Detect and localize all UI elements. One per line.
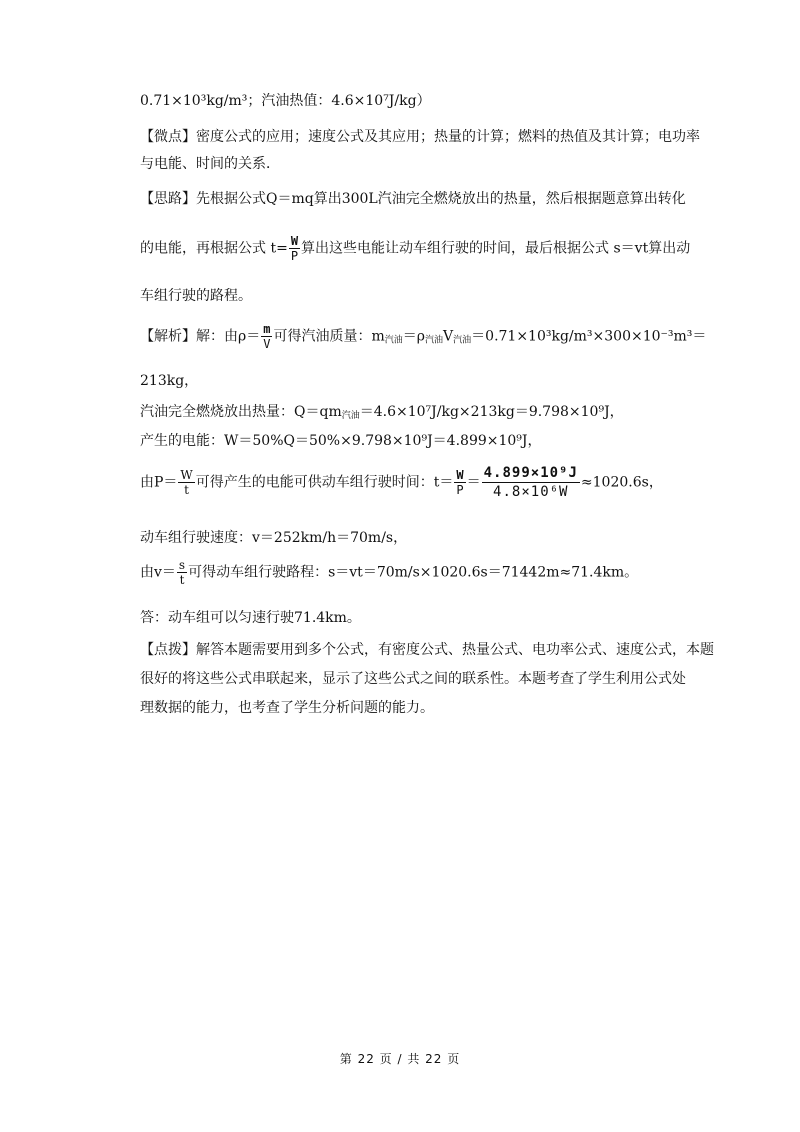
line-6 [140,287,252,305]
line-16 [140,670,686,688]
line-9 [140,403,624,421]
fraction-w-over-t [178,468,194,497]
line-17 [140,699,434,717]
fraction-numerator: W [180,468,193,482]
line-3 [140,155,280,173]
tips-text-end: 理数据的能力，也考查了学生分析问题的能力。 [140,700,434,716]
key-points-continued: 与电能、时间的关系． [140,156,280,172]
time-text-part: 可得产生的电能可供动车组行驶时间：t＝ [195,474,454,491]
line-11 [140,464,663,501]
analysis-text-part: 可得汽油质量：m [273,328,385,345]
line-14 [140,609,361,627]
line-8 [140,372,198,390]
fraction-denominator: V [263,337,271,351]
heat-text-part: 汽油完全燃烧放出热量：Q＝qm [140,404,342,420]
subscript-gasoline: 汽油 [425,335,444,346]
analysis-text-part: 【解析】解：由ρ＝ [140,328,261,345]
fraction-denominator: 4.8×10⁶W [493,484,569,500]
subscript-gasoline: 汽油 [384,335,403,346]
approach-text: 【思路】先根据公式Q＝mq算出300L汽油完全燃烧放出的热量，然后根据题意算出转化 [140,191,686,207]
approach-text-end: 车组行驶的路程。 [140,288,252,304]
analysis-text-part: V [443,328,454,345]
fraction-energy-over-power [482,464,580,501]
line-10 [140,432,542,450]
fraction-numerator: m [263,322,271,336]
time-text-part: ≈1020.6s， [580,474,663,491]
distance-text-part: 可得动车组行驶路程：s＝vt＝70m/s×1020.6s＝71442m≈71.4km。 [188,564,639,581]
electric-energy-text: 产生的电能：W＝50%Q＝50%×9.798×10⁹J＝4.899×10⁹J， [140,433,542,449]
line-2 [140,128,700,146]
fraction-numerator: W [290,234,299,248]
fraction-denominator: P [456,483,464,497]
fraction-w-over-p-2 [454,468,465,497]
time-text-part: 由P＝ [140,474,178,491]
time-text-part: ＝ [466,474,481,491]
fraction-denominator: t [184,483,189,497]
density-heat-value-text: 0.71×10³kg/m³；汽油热值：4.6×10⁷J/kg） [140,93,431,109]
tips-text: 【点拨】解答本题需要用到多个公式，有密度公式、热量公式、电功率公式、速度公式，本题 [140,642,714,658]
gasoline-mass-result: 213kg， [140,373,199,389]
fraction-numerator: s [178,558,186,572]
fraction-numerator: W [456,468,464,482]
tips-text-continued: 很好的将这些公式串联起来，显示了这些公式之间的联系性。本题考查了学生利用公式处 [140,671,686,687]
subscript-gasoline: 汽油 [453,335,472,346]
fraction-numerator: 4.899×10⁹J [483,465,578,481]
subscript-gasoline: 汽油 [341,411,360,421]
line-4 [140,190,686,208]
line-13 [140,558,638,587]
approach-text-part: 算出这些电能让动车组行驶的时间，最后根据公式 s＝vt算出动 [301,240,691,257]
heat-text-part: ＝4.6×10⁷J/kg×213kg＝9.798×10⁹J， [359,404,624,420]
line-12 [140,529,407,547]
fraction-denominator: t [179,573,185,587]
line-7 [140,322,706,351]
key-points-text: 【微点】密度公式的应用；速度公式及其应用；热量的计算；燃料的热值及其计算；电功率 [140,129,700,145]
speed-text: 动车组行驶速度：v＝252km/h＝70m/s， [140,530,408,546]
analysis-text-part: ＝ρ [402,328,425,345]
answer-text: 答：动车组可以匀速行驶71.4km。 [140,610,361,626]
fraction-m-over-v [261,322,272,351]
distance-text-part: 由v＝ [140,564,176,581]
fraction-denominator: P [290,249,299,263]
fraction-w-over-p [289,234,300,263]
line-5 [140,234,690,263]
line-15 [140,641,714,659]
page-footer: 第 22 页 / 共 22 页 [339,1052,461,1066]
fraction-s-over-t [177,558,187,587]
analysis-text-part: ＝0.71×10³kg/m³×300×10⁻³m³＝ [471,328,707,345]
line-1 [140,92,431,110]
approach-text-part: 的电能，再根据公式 t= [140,240,288,257]
